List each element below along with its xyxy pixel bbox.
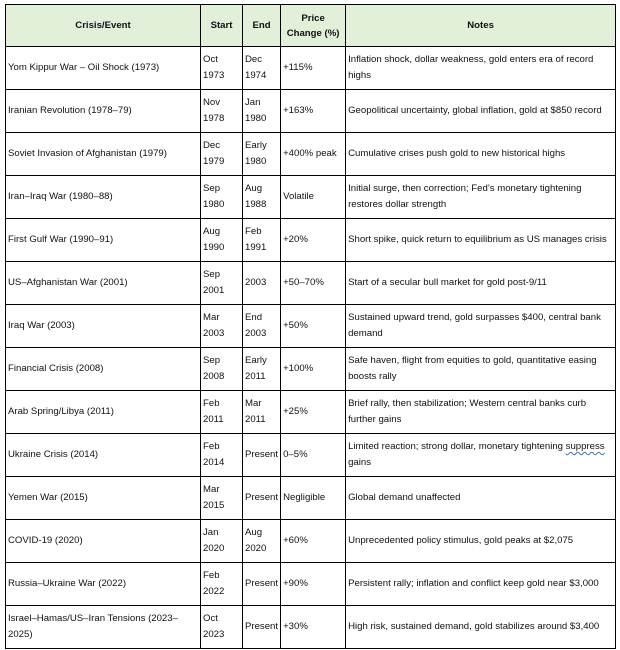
crisis-cell: Ukraine Crisis (2014)	[6, 434, 201, 477]
header-start: Start	[201, 5, 243, 47]
notes-text: Limited reaction; strong dollar, monetary tightening	[348, 441, 566, 452]
header-notes: Notes	[346, 5, 616, 47]
end-cell: End 2003	[243, 305, 281, 348]
notes-cell: Sustained upward trend, gold surpasses $400, central bank demand	[346, 305, 616, 348]
crisis-cell: First Gulf War (1990–91)	[6, 219, 201, 262]
start-cell: Sep 2001	[201, 262, 243, 305]
end-cell: Early 1980	[243, 133, 281, 176]
notes-cell: Unprecedented policy stimulus, gold peaks at $2,075	[346, 520, 616, 563]
end-cell: Feb 1991	[243, 219, 281, 262]
change-cell: +90%	[281, 563, 346, 606]
change-cell: +20%	[281, 219, 346, 262]
end-cell: Present	[243, 434, 281, 477]
spellcheck-marked-word: suppress	[565, 441, 605, 452]
crisis-cell: Iran–Iraq War (1980–88)	[6, 176, 201, 219]
header-crisis: Crisis/Event	[6, 5, 201, 47]
end-cell: Present	[243, 477, 281, 520]
start-cell: Feb 2022	[201, 563, 243, 606]
header-price-change: Price Change (%)	[281, 5, 346, 47]
start-cell: Mar 2015	[201, 477, 243, 520]
end-cell: Jan 1980	[243, 90, 281, 133]
end-cell: Mar 2011	[243, 391, 281, 434]
notes-cell: Geopolitical uncertainty, global inflation, gold at $850 record	[346, 90, 616, 133]
end-cell: Present	[243, 606, 281, 649]
change-cell: 0–5%	[281, 434, 346, 477]
table-row	[6, 305, 616, 348]
change-cell: +50%	[281, 305, 346, 348]
table-row	[6, 133, 616, 176]
crisis-cell: Soviet Invasion of Afghanistan (1979)	[6, 133, 201, 176]
start-cell: Feb 2011	[201, 391, 243, 434]
table-row	[6, 391, 616, 434]
change-cell: Volatile	[281, 176, 346, 219]
change-cell: +115%	[281, 47, 346, 90]
header-row	[6, 5, 616, 47]
notes-cell: Cumulative crises push gold to new historical highs	[346, 133, 616, 176]
start-cell: Jan 2020	[201, 520, 243, 563]
notes-text: gains	[348, 457, 372, 468]
crisis-cell: Yom Kippur War – Oil Shock (1973)	[6, 47, 201, 90]
header-end: End	[243, 5, 281, 47]
change-cell: +25%	[281, 391, 346, 434]
table-row	[6, 176, 616, 219]
notes-cell: Safe haven, flight from equities to gold, quantitative easing boosts rally	[346, 348, 616, 391]
table-row	[6, 606, 616, 649]
notes-cell: Persistent rally; inflation and conflict keep gold near $3,000	[346, 563, 616, 606]
crisis-cell: Financial Crisis (2008)	[6, 348, 201, 391]
start-cell: Feb 2014	[201, 434, 243, 477]
notes-cell: Global demand unaffected	[346, 477, 616, 520]
table-row	[6, 348, 616, 391]
crisis-cell: Israel–Hamas/US–Iran Tensions (2023–2025)	[6, 606, 201, 649]
change-cell: +400% peak	[281, 133, 346, 176]
table-row	[6, 47, 616, 90]
notes-cell: Initial surge, then correction; Fed’s monetary tightening restores dollar strength	[346, 176, 616, 219]
table-row	[6, 262, 616, 305]
change-cell: Negligible	[281, 477, 346, 520]
notes-cell	[346, 434, 616, 477]
table-row	[6, 219, 616, 262]
start-cell: Oct 1973	[201, 47, 243, 90]
notes-cell: Inflation shock, dollar weakness, gold enters era of record highs	[346, 47, 616, 90]
crisis-gold-table	[5, 4, 616, 649]
start-cell: Dec 1979	[201, 133, 243, 176]
notes-cell: Start of a secular bull market for gold post-9/11	[346, 262, 616, 305]
crisis-cell: Russia–Ukraine War (2022)	[6, 563, 201, 606]
end-cell: Dec 1974	[243, 47, 281, 90]
start-cell: Nov 1978	[201, 90, 243, 133]
table-container	[5, 4, 616, 649]
table-row	[6, 434, 616, 477]
crisis-cell: Iranian Revolution (1978–79)	[6, 90, 201, 133]
crisis-cell: Yemen War (2015)	[6, 477, 201, 520]
end-cell: 2003	[243, 262, 281, 305]
end-cell: Aug 1988	[243, 176, 281, 219]
crisis-cell: Arab Spring/Libya (2011)	[6, 391, 201, 434]
notes-cell: High risk, sustained demand, gold stabilizes around $3,400	[346, 606, 616, 649]
table-row	[6, 477, 616, 520]
crisis-cell: Iraq War (2003)	[6, 305, 201, 348]
start-cell: Oct 2023	[201, 606, 243, 649]
notes-cell: Brief rally, then stabilization; Western central banks curb further gains	[346, 391, 616, 434]
start-cell: Sep 1980	[201, 176, 243, 219]
crisis-cell: COVID-19 (2020)	[6, 520, 201, 563]
start-cell: Mar 2003	[201, 305, 243, 348]
crisis-cell: US–Afghanistan War (2001)	[6, 262, 201, 305]
change-cell: +50–70%	[281, 262, 346, 305]
change-cell: +100%	[281, 348, 346, 391]
change-cell: +163%	[281, 90, 346, 133]
table-row	[6, 90, 616, 133]
end-cell: Present	[243, 563, 281, 606]
start-cell: Sep 2008	[201, 348, 243, 391]
table-row	[6, 520, 616, 563]
end-cell: Aug 2020	[243, 520, 281, 563]
change-cell: +30%	[281, 606, 346, 649]
end-cell: Early 2011	[243, 348, 281, 391]
start-cell: Aug 1990	[201, 219, 243, 262]
table-row	[6, 563, 616, 606]
notes-cell: Short spike, quick return to equilibrium as US manages crisis	[346, 219, 616, 262]
change-cell: +60%	[281, 520, 346, 563]
